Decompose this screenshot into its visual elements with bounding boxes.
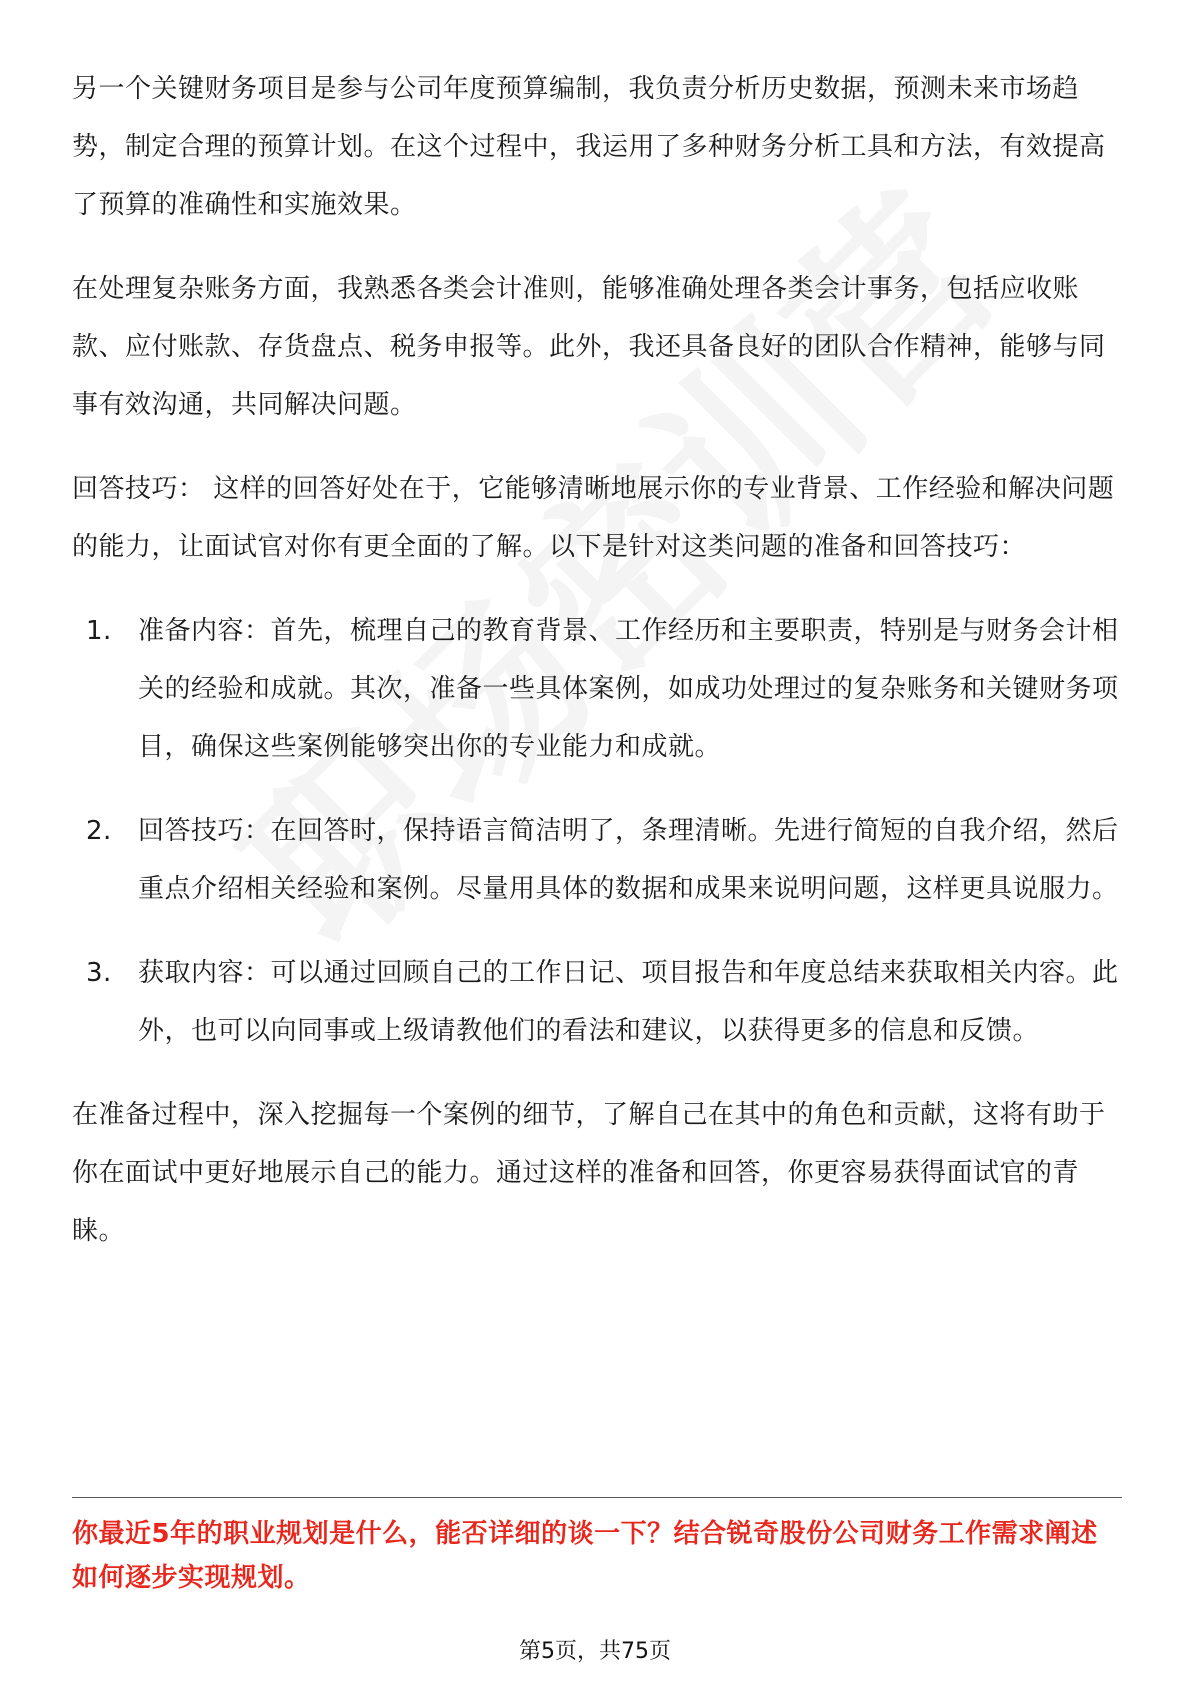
list-item-text: 获取内容：可以通过回顾自己的工作日记、项目报告和年度总结来获取相关内容。此外，也可以向同事或上级请教他们的看法和建议，以获得更多的信息和反馈。 <box>138 958 1119 1046</box>
paragraph-answer-tips: 回答技巧： 这样的回答好处在于，它能够清晰地展示你的专业背景、工作经验和解决问题的能力，让面试官对你有更全面的了解。以下是针对这类问题的准备和回答技巧： <box>72 474 1115 562</box>
paragraph-budget-project: 另一个关键财务项目是参与公司年度预算编制，我负责分析历史数据，预测未来市场趋势，制定合理的预算计划。在这个过程中，我运用了多种财务分析工具和方法，有效提高了预算的准确性和实施效果。 <box>72 74 1106 220</box>
question-heading: 你最近5年的职业规划是什么，能否详细的谈一下？结合锐奇股份公司财务工作需求阐述如何逐步实现规划。 <box>72 1519 1098 1593</box>
page-footer: 第5页，共75页 <box>519 1639 671 1664</box>
section-divider <box>72 1497 1122 1498</box>
paragraph-complex-accounts: 在处理复杂账务方面，我熟悉各类会计准则，能够准确处理各类会计事务，包括应收账款、应付账款、存货盘点、税务申报等。此外，我还具备良好的团队合作精神，能够与同事有效沟通，共同解决问题。 <box>72 274 1106 420</box>
tips-list-item <box>86 944 1122 1060</box>
paragraph-closing: 在准备过程中，深入挖掘每一个案例的细节，了解自己在其中的角色和贡献，这将有助于你在面试中更好地展示自己的能力。通过这样的准备和回答，你更容易获得面试官的青睐。 <box>72 1100 1106 1246</box>
list-number: 2. <box>86 816 112 846</box>
list-item-text: 回答技巧：在回答时，保持语言简洁明了，条理清晰。先进行简短的自我介绍，然后重点介绍相关经验和案例。尽量用具体的数据和成果来说明问题，这样更具说服力。 <box>138 816 1119 904</box>
tips-list-item <box>86 602 1122 776</box>
list-item-text: 准备内容：首先，梳理自己的教育背景、工作经历和主要职责，特别是与财务会计相关的经验和成就。其次，准备一些具体案例，如成功处理过的复杂账务和关键财务项目，确保这些案例能够突出你的专业能力和成就。 <box>138 616 1119 762</box>
list-number: 1. <box>86 616 112 646</box>
tips-list-item <box>86 802 1122 918</box>
tips-list <box>72 602 1122 1060</box>
list-number: 3. <box>86 958 112 988</box>
document-body <box>72 60 1122 1286</box>
